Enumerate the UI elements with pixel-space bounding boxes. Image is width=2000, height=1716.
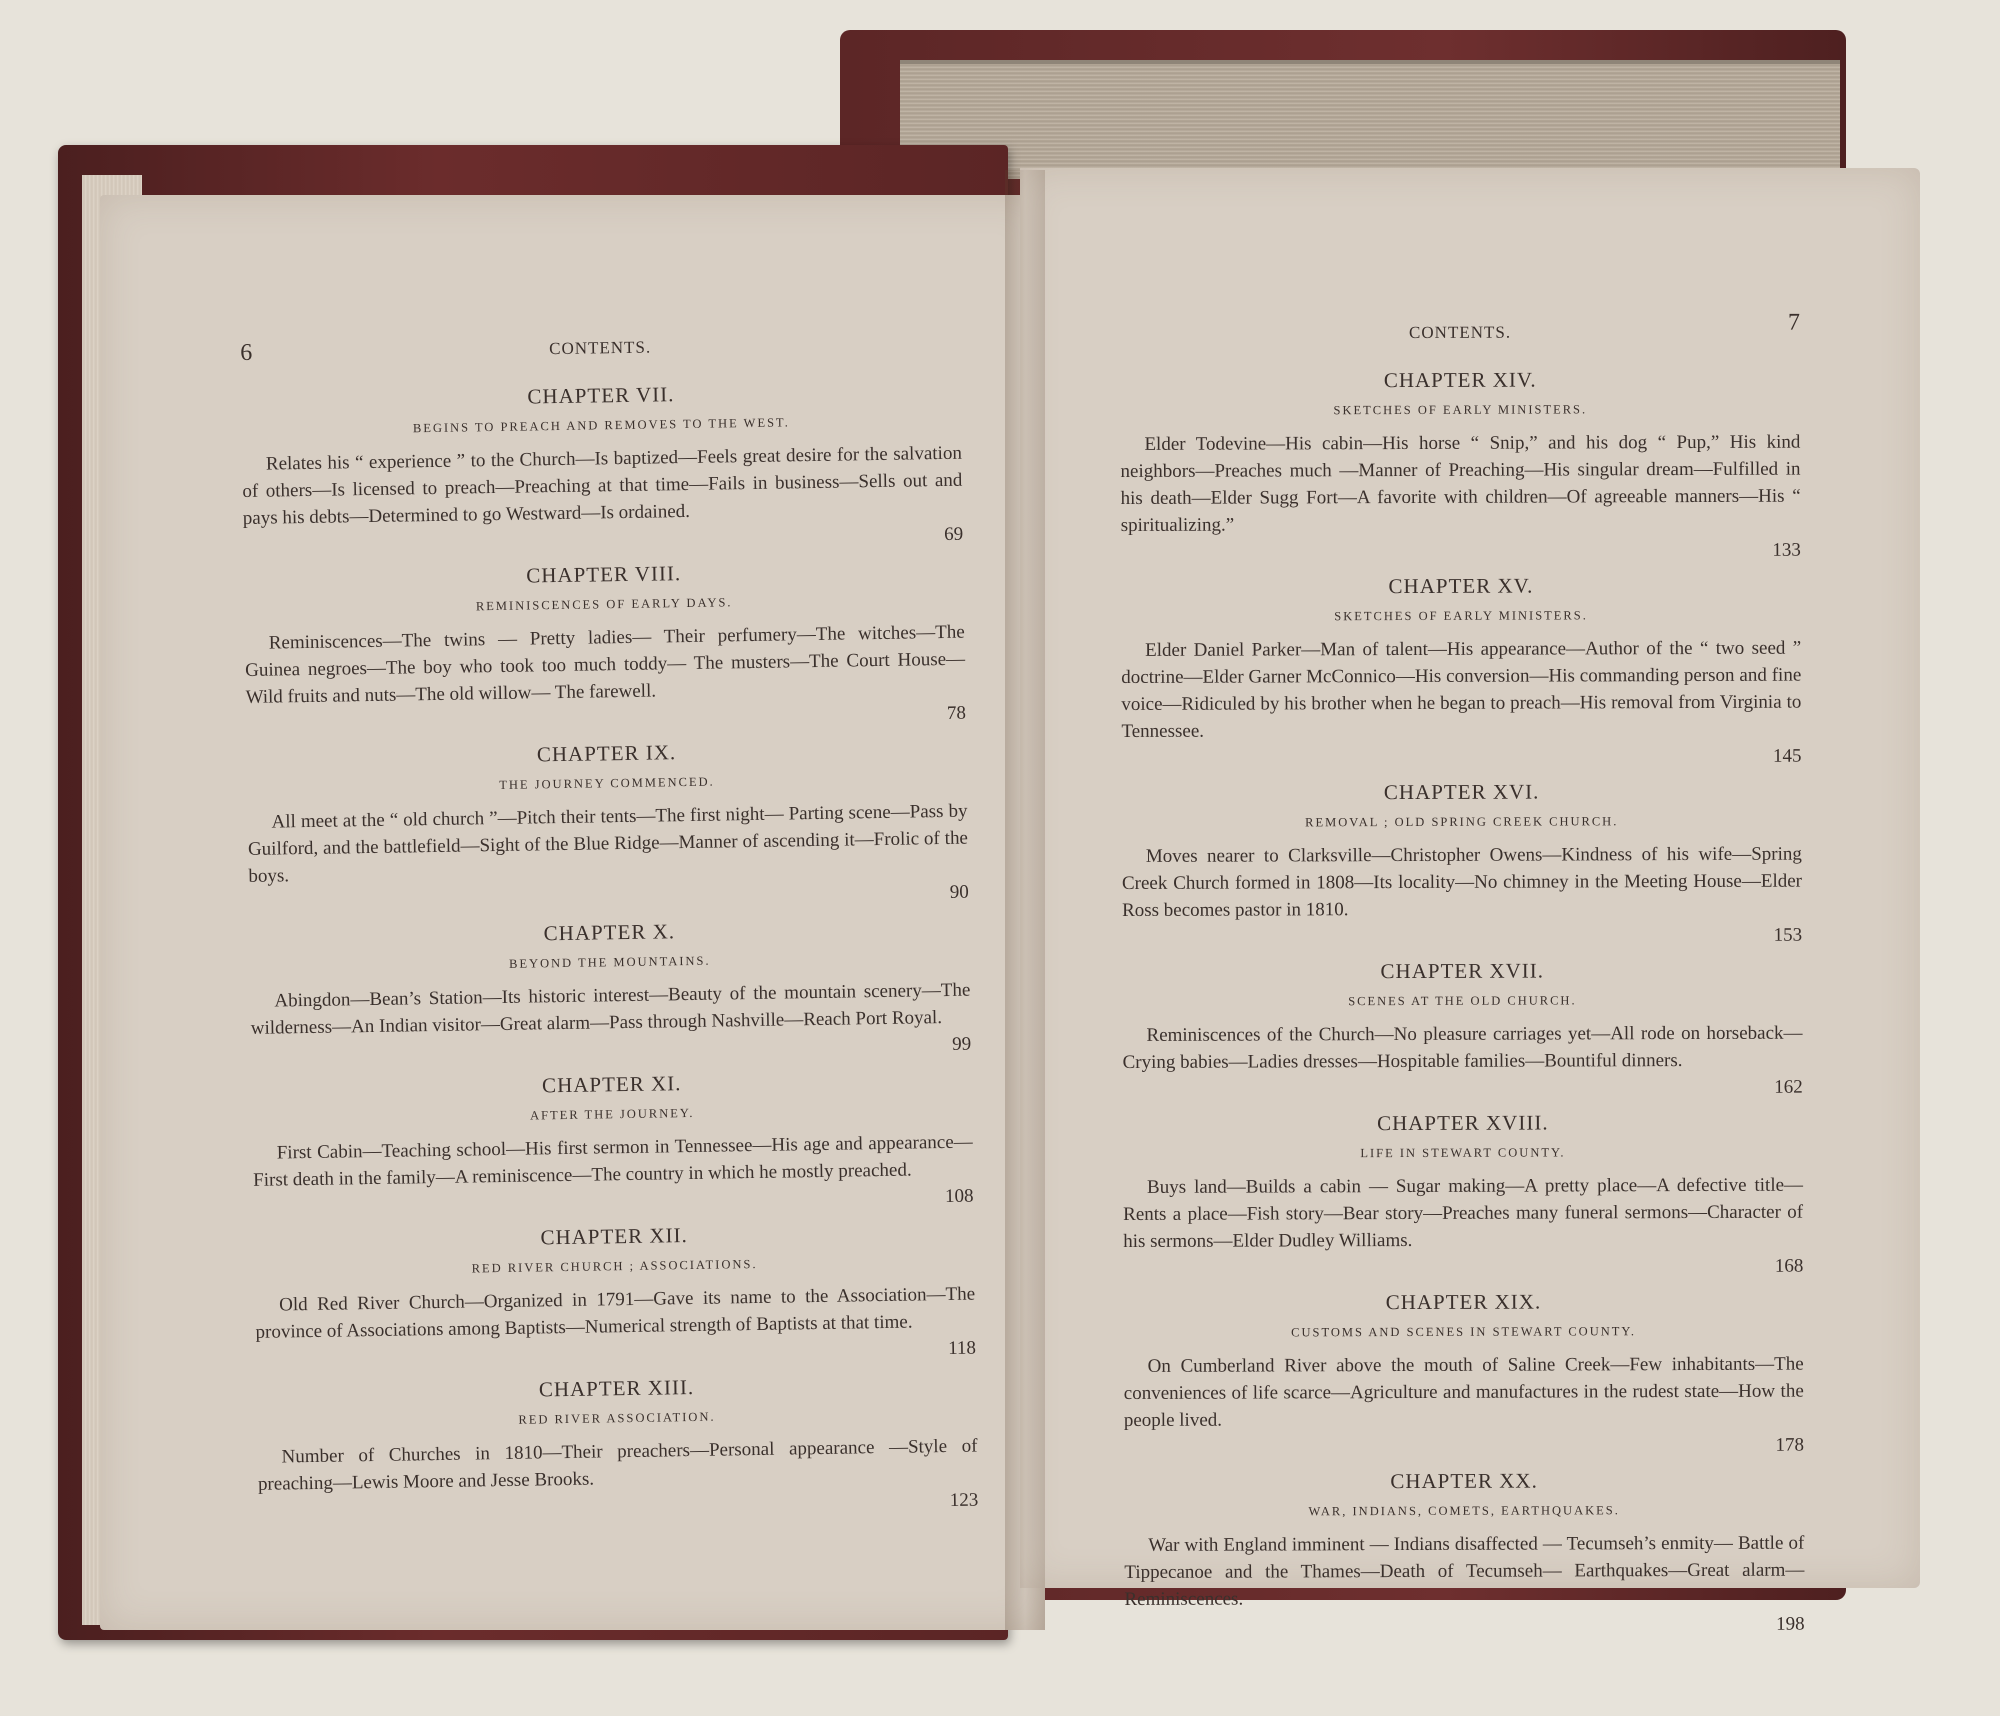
- contents-entry: [1122, 776, 1803, 951]
- chapter-summary: Reminiscences—The twins — Pretty ladies— Their perfumery—The witches—The Guinea negroes—The boy who took too much toddy— The musters—The Court House—Wild fruits and nuts—The old willow— The farewell.: [245, 621, 966, 708]
- contents-entry: [1123, 1107, 1804, 1282]
- chapter-title: CHAPTER VII.: [527, 382, 675, 409]
- chapter-summary: Elder Todevine—His cabin—His horse “ Snip,” and his dog “ Pup,” His kind neighbors—Preaches much —Manner of Preaching—His singular dream—Fulfilled in his death—Elder Sugg Fort—A favorite with children—Of agreeable manners—His “ spiritualizing.”: [1120, 431, 1801, 536]
- contents-entry: [256, 1368, 978, 1525]
- chapter-summary: Old Red River Church—Organized in 1791—Gave its name to the Association—The province of Associations among Baptists—Numerical strength of Baptists at that time.: [255, 1283, 976, 1343]
- page-number: 6: [240, 339, 253, 366]
- chapter-page-number: 78: [946, 702, 967, 724]
- running-head: CONTENTS.: [1408, 322, 1512, 342]
- chapter-title: CHAPTER XIX.: [1385, 1289, 1542, 1315]
- chapter-summary: Abingdon—Bean’s Station—Its historic interest—Beauty of the mountain scenery—The wilderness—An Indian visitor—Great alarm—Pass through Nashville—Reach Port Royal.: [250, 979, 971, 1039]
- chapter-title: CHAPTER XVII.: [1380, 958, 1545, 984]
- book-gutter: [1005, 170, 1045, 1630]
- chapter-title: CHAPTER XI.: [541, 1071, 682, 1098]
- chapter-subtitle: AFTER THE JOURNEY.: [529, 1105, 695, 1123]
- chapter-subtitle: SCENES AT THE OLD CHURCH.: [1348, 993, 1577, 1009]
- chapter-page-number: 118: [947, 1337, 977, 1360]
- chapter-subtitle: REMOVAL ; OLD SPRING CREEK CHURCH.: [1305, 814, 1619, 830]
- chapter-summary: First Cabin—Teaching school—His first sermon in Tennessee—His age and appearance—First death in the family—A reminiscence—The country in which he mostly preached.: [253, 1131, 973, 1191]
- contents-entry: [1124, 1465, 1805, 1640]
- chapter-subtitle: THE JOURNEY COMMENCED.: [499, 774, 715, 792]
- chapter-page-number: 178: [1775, 1434, 1804, 1456]
- chapter-page-number: 198: [1776, 1613, 1805, 1635]
- right-page-header: [1120, 309, 1801, 360]
- chapter-summary: On Cumberland River above the mouth of Saline Creek—Few inhabitants—The conveniences of life scarce—Agriculture and manufactures in the rudest state—How the people lived.: [1123, 1353, 1804, 1431]
- chapter-page-number: 99: [951, 1033, 972, 1055]
- page-block-edge: [900, 60, 1840, 179]
- right-page-text: [1120, 309, 1805, 1640]
- chapter-title: CHAPTER XIV.: [1383, 367, 1537, 393]
- chapter-title: CHAPTER XV.: [1388, 573, 1534, 599]
- chapter-page-number: 153: [1773, 924, 1803, 946]
- contents-entry: [249, 912, 971, 1069]
- chapter-subtitle: CUSTOMS AND SCENES IN STEWART COUNTY.: [1291, 1324, 1636, 1340]
- chapter-subtitle: BEYOND THE MOUNTAINS.: [508, 953, 711, 971]
- chapter-subtitle: REMINISCENCES OF EARLY DAYS.: [475, 595, 733, 614]
- chapter-page-number: 168: [1774, 1255, 1804, 1277]
- chapter-summary: Reminiscences of the Church—No pleasure carriages yet—All rode on horseback—Crying babies—Ladies dresses—Hospitable families—Bountiful dinners.: [1122, 1022, 1803, 1073]
- contents-entry: [254, 1216, 976, 1373]
- chapter-summary: Elder Daniel Parker—Man of talent—His appearance—Author of the “ two seed ” doctrine—Elder Garner McConnico—His conversion—His commanding person and fine voice—Ridiculed by his brother when he began to preach—His removal from Virginia to Tennessee.: [1121, 637, 1802, 742]
- contents-entry: [252, 1064, 974, 1221]
- chapter-subtitle: RED RIVER CHURCH ; ASSOCIATIONS.: [471, 1256, 758, 1276]
- chapter-title: CHAPTER XIII.: [538, 1374, 695, 1402]
- page-number: 7: [1787, 309, 1801, 336]
- chapter-summary: Buys land—Builds a cabin — Sugar making—A pretty place—A defective title—Rents a place—Fish story—Bear story—Preaches many funeral sermons—Character of his sermons—Elder Dudley Williams.: [1123, 1174, 1804, 1252]
- chapter-summary: Moves nearer to Clarksville—Christopher Owens—Kindness of his wife—Spring Creek Church formed in 1808—Its locality—No chimney in the Meeting House—Elder Ross becomes pastor in 1810.: [1121, 843, 1802, 921]
- chapter-subtitle: SKETCHES OF EARLY MINISTERS.: [1334, 608, 1588, 624]
- left-page-text: [240, 329, 979, 1525]
- contents-entry: [246, 733, 969, 917]
- contents-entry: [1120, 364, 1801, 566]
- chapter-subtitle: BEGINS TO PREACH AND REMOVES TO THE WEST.: [412, 415, 790, 436]
- chapter-title: CHAPTER IX.: [536, 740, 677, 767]
- chapter-title: CHAPTER VIII.: [526, 561, 682, 588]
- chapter-summary: All meet at the “ old church ”—Pitch their tents—The first night— Parting scene—Pass by Guilford, and the battlefield—Sight of the Blue Ridge—Manner of ascending it—Frolic of the boys.: [247, 800, 969, 887]
- chapter-page-number: 90: [949, 881, 969, 903]
- contents-entry: [1121, 570, 1802, 772]
- chapter-title: CHAPTER XVIII.: [1377, 1110, 1549, 1136]
- chapter-title: CHAPTER XVI.: [1383, 779, 1540, 805]
- chapter-subtitle: LIFE IN STEWART COUNTY.: [1360, 1145, 1566, 1161]
- chapter-title: CHAPTER X.: [543, 919, 676, 946]
- chapter-page-number: 123: [949, 1489, 979, 1511]
- contents-entry: [241, 375, 964, 559]
- chapter-subtitle: WAR, INDIANS, COMETS, EARTHQUAKES.: [1308, 1503, 1620, 1519]
- chapter-subtitle: SKETCHES OF EARLY MINISTERS.: [1333, 402, 1588, 418]
- contents-entry: [1123, 1286, 1804, 1461]
- contents-entry: [244, 554, 967, 738]
- chapter-summary: War with England imminent — Indians disaffected — Tecumseh’s enmity— Battle of Tippecanoe and the Thames—Death of Tecumseh— Earthquakes—Great alarm—Reminiscences.: [1124, 1532, 1805, 1610]
- chapter-title: CHAPTER XX.: [1390, 1468, 1538, 1494]
- chapter-summary: Number of Churches in 1810—Their preachers—Personal appearance —Style of preaching—Lewis Moore and Jesse Brooks.: [257, 1435, 978, 1495]
- chapter-page-number: 108: [944, 1185, 974, 1208]
- chapter-summary: Relates his “ experience ” to the Church—Is baptized—Feels great desire for the salvation of others—Is licensed to preach—Preaching at that time—Fails in business—Sells out and pays his debts—Determined to go Westward—Is ordained.: [242, 442, 963, 529]
- chapter-page-number: 162: [1774, 1076, 1803, 1098]
- chapter-page-number: 145: [1772, 745, 1802, 767]
- chapter-title: CHAPTER XII.: [540, 1223, 688, 1250]
- chapter-page-number: 69: [943, 523, 964, 545]
- chapter-subtitle: RED RIVER ASSOCIATION.: [518, 1409, 716, 1427]
- running-head: CONTENTS.: [549, 337, 652, 359]
- chapter-page-number: 133: [1772, 539, 1801, 561]
- contents-entry: [1122, 955, 1803, 1103]
